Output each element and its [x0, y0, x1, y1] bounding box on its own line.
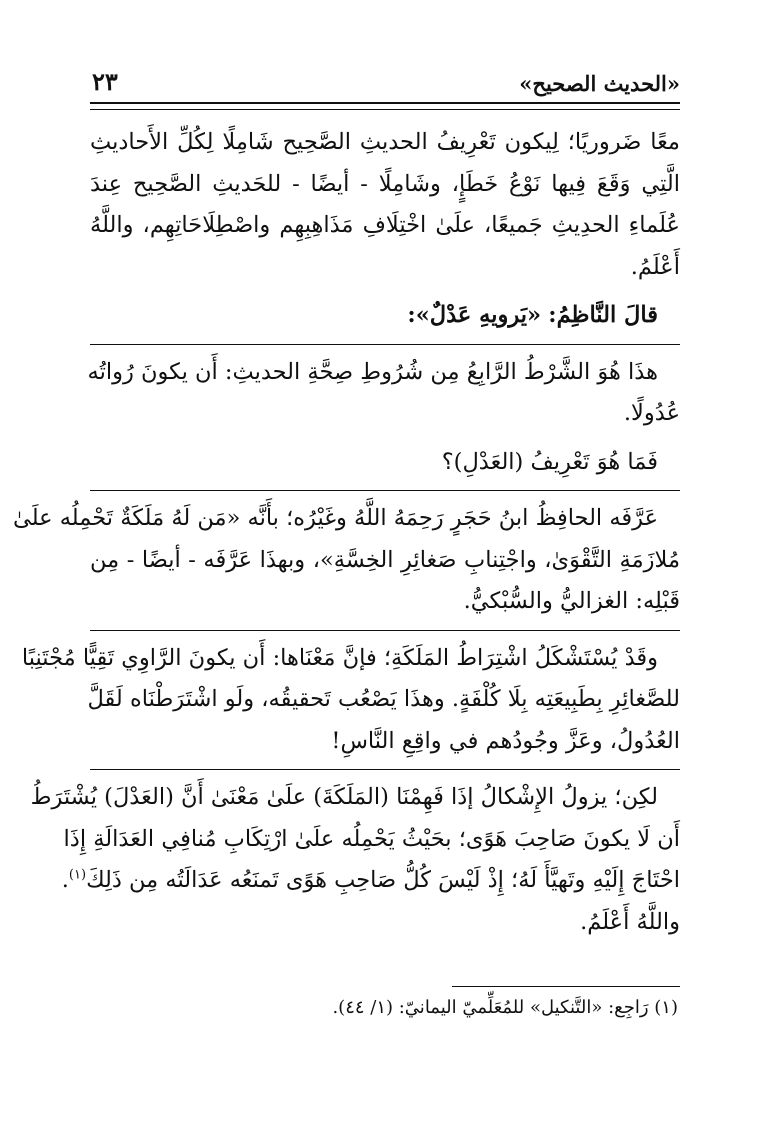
text-line: وقَدْ يُسْتَشْكَلُ اشْتِرَاطُ المَلَكَةِ؛ فإنَّ مَعْنَاها: أَن يكونَ الرَّاوِي تَقِيًّا مُجْتَنِبًا: [21, 644, 658, 671]
text-line-body: احْتَاجَ إِلَيْهِ وتَهيَّأَ لَهُ؛ إِذْ لَيْسَ كُلُّ صَاحِبِ هَوًى تَمنَعُه عَدَالَتُه مِن ذَلِكَ: [86, 867, 680, 893]
text-line: احْتَاجَ إِلَيْهِ وتَهيَّأَ لَهُ؛ إِذْ لَيْسَ كُلُّ صَاحِبِ هَوًى تَمنَعُه عَدَالَتُه مِن ذَلِكَ$^{(١)}$.: [61, 867, 680, 893]
text-line: لكِن؛ يزولُ الإِشْكالُ إذَا فَهِمْنَا (المَلَكَةَ) علَىٰ مَعْنَىٰ أَنَّ (العَدْلَ) يُشْتَرَطُ: [30, 784, 658, 810]
main-text: [12, 122, 680, 943]
text-line: هذَا هُوَ الشَّرْطُ الرَّابِعُ مِن شُرُوطِ صِحَّةِ الحديثِ: أَن يكونَ رُواتُه: [87, 358, 658, 385]
text-line: عُدُولًا.: [623, 400, 680, 426]
text-line: عَرَّفَه الحافِظُ ابنُ حَجَرٍ رَحِمَهُ اللَّهُ وغَيْرُه؛ بأَنَّه «مَن لَهُ مَلَكَةٌ تَحْمِلُه علَىٰ: [12, 505, 658, 531]
text-line: للصَّغائِرِ بِطَبِيعَتِه بِلَا كُلْفَةٍ. وهذَا يَصْعُب تَحقيقُه، ولَو اشْتَرَطْنَاه لَقَلَّ: [87, 686, 680, 712]
quoted-verse: «يَرويهِ عَدْلٌ»:: [407, 302, 542, 328]
speaker-label: قالَ النَّاظِمُ:: [548, 302, 658, 328]
footnote-rule: [452, 986, 680, 987]
page-header: [92, 62, 680, 96]
text-line: مُلازَمَةِ التَّقْوَىٰ، واجْتِنابِ صَغائِرِ الخِسَّةِ»، وبهذَا عَرَّفَه - أيضًا - مِن: [90, 546, 680, 573]
section-heading: [90, 295, 680, 337]
page-number: ٢٣: [92, 67, 118, 96]
text-line: قَبْلِه: الغزاليُّ والسُّبْكيُّ.: [463, 588, 680, 614]
text-line: الَّتِي وَقَعَ فِيها نَوْعُ خَطَإٍ، وشَامِلًا - أيضًا - للحَديثِ الصَّحِيح عِندَ: [90, 170, 680, 197]
text-line: واللَّهُ أَعْلَمُ.: [580, 908, 680, 935]
footnote-marker: (١): [68, 867, 87, 883]
header-rule: [90, 102, 680, 110]
footnote: (١) رَاجِع: «التَّنكيل» للمُعَلِّميّ اليمانيّ: (١/ ٤٤).: [332, 997, 678, 1018]
question-line: فَمَا هُوَ تَعْرِيفُ (العَدْلِ)؟: [441, 448, 658, 475]
text-line: العُدُولُ، وعَزَّ وجُودُهم في واقِعِ النَّاسِ!: [331, 727, 680, 754]
text-line: معًا ضَروريًا؛ لِيكون تَعْرِيفُ الحديثِ الصَّحِيح شَامِلًا لِكُلِّ الأَحاديثِ: [90, 129, 680, 155]
text-line: عُلَماءِ الحدِيثِ جَميعًا، علَىٰ اخْتِلَافِ مَذَاهِبِهِم واصْطِلَاحَاتِهِم، واللَّهُ: [90, 212, 680, 238]
text-line: أَعْلَمُ.: [630, 253, 680, 280]
running-title: «الحديث الصحيح»: [519, 71, 680, 96]
text-line: أَن لَا يكونَ صَاحِبَ هَوًى؛ بحَيْثُ يَحْمِلُه علَىٰ ارْتِكَابِ مُنافِي العَدَالَةِ إِذَا: [63, 825, 680, 852]
